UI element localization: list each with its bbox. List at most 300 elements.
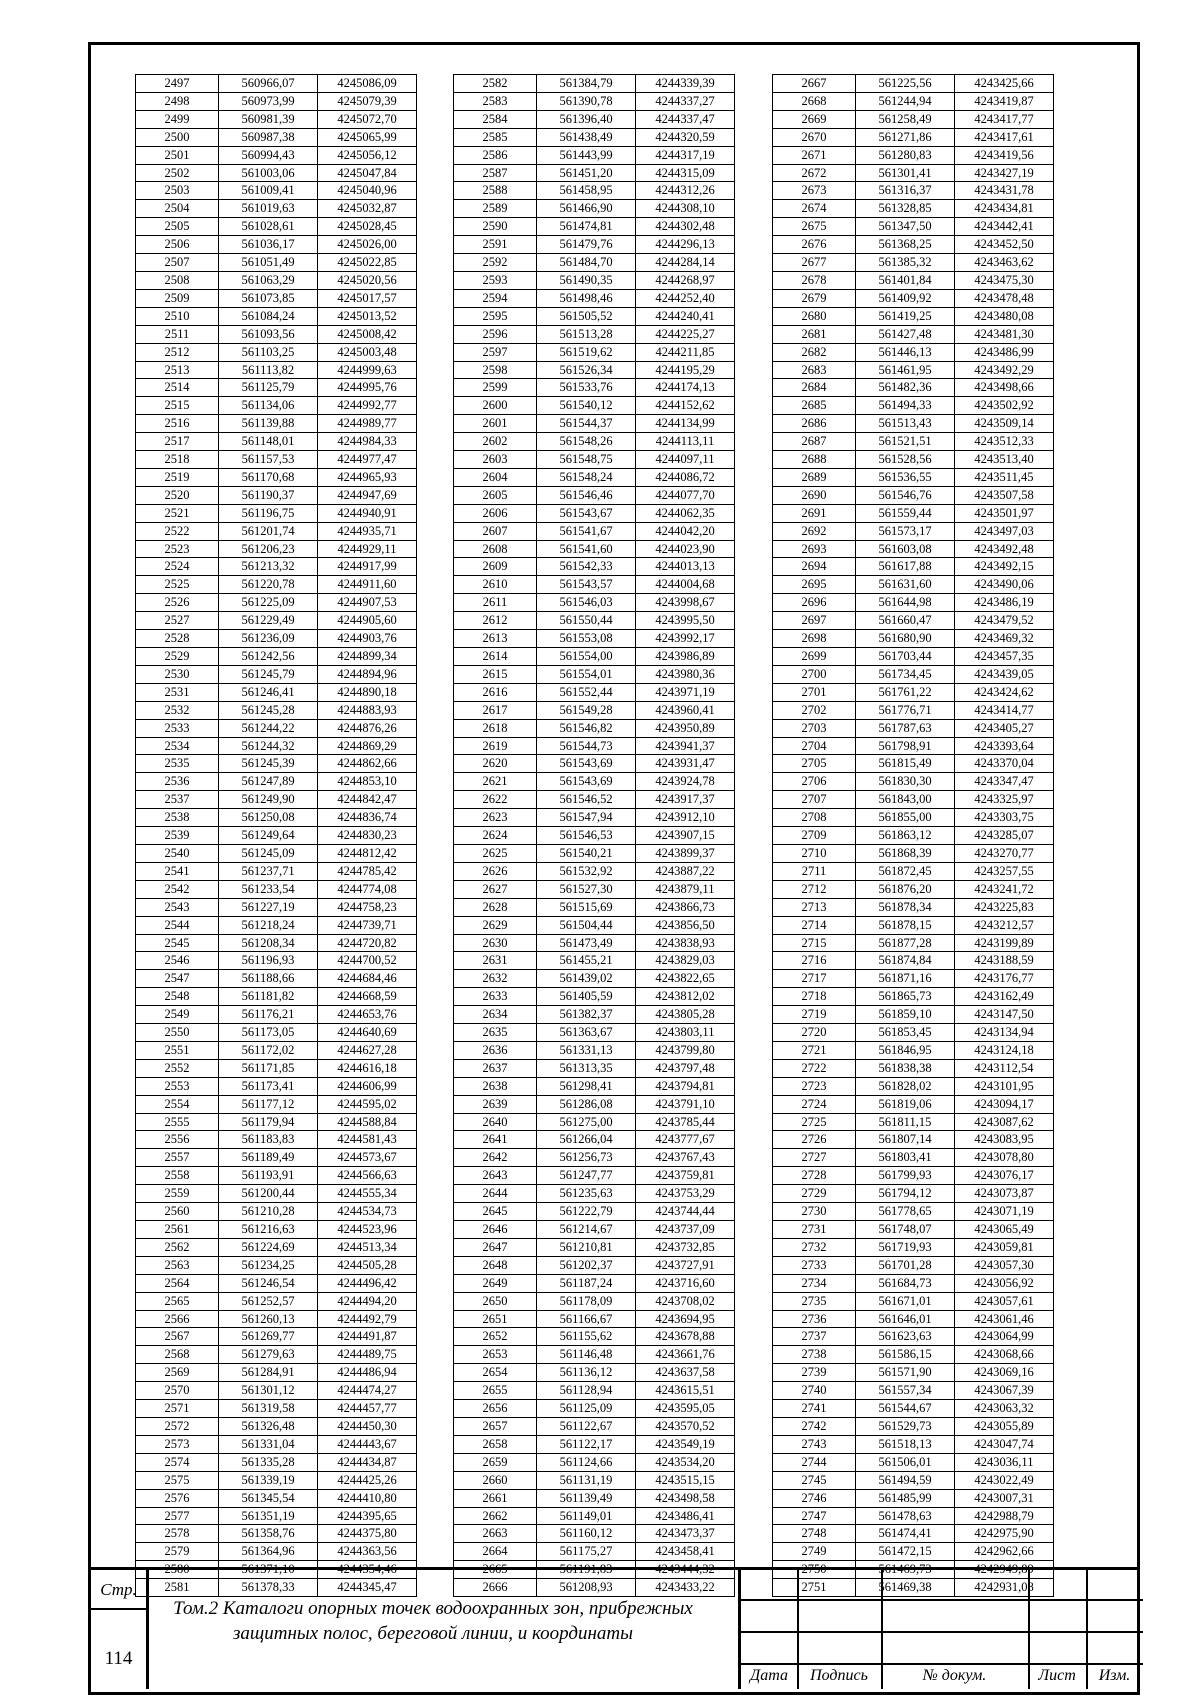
y-coordinate-cell: 4243753,29: [636, 1185, 735, 1203]
point-number-cell: 2552: [136, 1059, 219, 1077]
y-coordinate-cell: 4244995,76: [318, 379, 417, 397]
y-coordinate-cell: 4244890,18: [318, 683, 417, 701]
y-coordinate-cell: 4243803,11: [636, 1024, 735, 1042]
point-number-cell: 2551: [136, 1041, 219, 1059]
y-coordinate-cell: 4244345,47: [318, 1579, 417, 1597]
table-row: [136, 522, 417, 540]
table-row: [454, 1346, 735, 1364]
table-row: [454, 110, 735, 128]
table-row: [454, 1364, 735, 1382]
point-number-cell: 2647: [454, 1238, 537, 1256]
x-coordinate-cell: 561830,30: [856, 773, 955, 791]
x-coordinate-cell: 561131,19: [537, 1471, 636, 1489]
table-row: [136, 1203, 417, 1221]
x-coordinate-cell: 561799,93: [856, 1167, 955, 1185]
point-number-cell: 2657: [454, 1417, 537, 1435]
y-coordinate-cell: 4243549,19: [636, 1435, 735, 1453]
y-coordinate-cell: 4243767,43: [636, 1149, 735, 1167]
table-row: [454, 898, 735, 916]
table-row: [773, 1149, 1054, 1167]
y-coordinate-cell: 4244935,71: [318, 522, 417, 540]
y-coordinate-cell: 4243463,62: [955, 254, 1054, 272]
table-row: [454, 1185, 735, 1203]
y-coordinate-cell: 4243661,76: [636, 1346, 735, 1364]
point-number-cell: 2729: [773, 1185, 856, 1203]
y-coordinate-cell: 4243732,85: [636, 1238, 735, 1256]
table-row: [773, 952, 1054, 970]
point-number-cell: 2685: [773, 397, 856, 415]
x-coordinate-cell: 561761,22: [856, 683, 955, 701]
table-row: [773, 1024, 1054, 1042]
y-coordinate-cell: 4243492,29: [955, 361, 1054, 379]
y-coordinate-cell: 4244252,40: [636, 289, 735, 307]
point-number-cell: 2541: [136, 862, 219, 880]
y-coordinate-cell: 4243063,32: [955, 1400, 1054, 1418]
y-coordinate-cell: 4244965,93: [318, 468, 417, 486]
point-number-cell: 2699: [773, 648, 856, 666]
x-coordinate-cell: 561703,44: [856, 648, 955, 666]
point-number-cell: 2721: [773, 1041, 856, 1059]
y-coordinate-cell: 4243515,15: [636, 1471, 735, 1489]
point-number-cell: 2658: [454, 1435, 537, 1453]
x-coordinate-cell: 561210,81: [537, 1238, 636, 1256]
point-number-cell: 2631: [454, 952, 537, 970]
y-coordinate-cell: 4243744,44: [636, 1203, 735, 1221]
y-coordinate-cell: 4243980,36: [636, 665, 735, 683]
x-coordinate-cell: 561363,67: [537, 1024, 636, 1042]
point-number-cell: 2563: [136, 1256, 219, 1274]
y-coordinate-cell: 4243501,97: [955, 504, 1054, 522]
y-coordinate-cell: 4243434,81: [955, 200, 1054, 218]
point-number-cell: 2710: [773, 844, 856, 862]
x-coordinate-cell: 561382,37: [537, 1006, 636, 1024]
x-coordinate-cell: 561196,93: [219, 952, 318, 970]
x-coordinate-cell: 561548,24: [537, 468, 636, 486]
x-coordinate-cell: 561838,38: [856, 1059, 955, 1077]
y-coordinate-cell: 4245003,48: [318, 343, 417, 361]
table-row: [773, 934, 1054, 952]
point-number-cell: 2499: [136, 110, 219, 128]
x-coordinate-cell: 561546,03: [537, 594, 636, 612]
x-coordinate-cell: 561515,69: [537, 898, 636, 916]
y-coordinate-cell: 4243992,17: [636, 630, 735, 648]
x-coordinate-cell: 561227,19: [219, 898, 318, 916]
point-number-cell: 2511: [136, 325, 219, 343]
table-row: [773, 451, 1054, 469]
x-coordinate-cell: 561479,76: [537, 236, 636, 254]
table-row: [773, 164, 1054, 182]
y-coordinate-cell: 4243481,30: [955, 325, 1054, 343]
table-row: [773, 92, 1054, 110]
table-row: [454, 809, 735, 827]
y-coordinate-cell: 4243716,60: [636, 1274, 735, 1292]
y-coordinate-cell: 4243490,06: [955, 576, 1054, 594]
y-coordinate-cell: 4244627,28: [318, 1041, 417, 1059]
x-coordinate-cell: 561533,76: [537, 379, 636, 397]
point-number-cell: 2515: [136, 397, 219, 415]
x-coordinate-cell: 561319,58: [219, 1400, 318, 1418]
y-coordinate-cell: 4243393,64: [955, 737, 1054, 755]
table-row: [454, 451, 735, 469]
point-number-cell: 2547: [136, 970, 219, 988]
table-row: [454, 254, 735, 272]
x-coordinate-cell: 561863,12: [856, 827, 955, 845]
table-row: [136, 916, 417, 934]
x-coordinate-cell: 561877,28: [856, 934, 955, 952]
table-row: [454, 182, 735, 200]
x-coordinate-cell: 561224,69: [219, 1238, 318, 1256]
point-number-cell: 2498: [136, 92, 219, 110]
table-row: [454, 271, 735, 289]
x-coordinate-cell: 561218,24: [219, 916, 318, 934]
table-row: [136, 1041, 417, 1059]
point-number-cell: 2627: [454, 880, 537, 898]
table-row: [136, 92, 417, 110]
x-coordinate-cell: 561084,24: [219, 307, 318, 325]
page-number: 114: [104, 1648, 133, 1669]
coordinates-table-1: [135, 74, 417, 1597]
table-row: [454, 1203, 735, 1221]
y-coordinate-cell: 4244284,14: [636, 254, 735, 272]
y-coordinate-cell: 4244339,39: [636, 75, 735, 93]
point-number-cell: 2642: [454, 1149, 537, 1167]
x-coordinate-cell: 561868,39: [856, 844, 955, 862]
y-coordinate-cell: 4243486,19: [955, 594, 1054, 612]
point-number-cell: 2707: [773, 791, 856, 809]
y-coordinate-cell: 4244720,82: [318, 934, 417, 952]
point-number-cell: 2635: [454, 1024, 537, 1042]
y-coordinate-cell: 4243425,66: [955, 75, 1054, 93]
y-coordinate-cell: 4243708,02: [636, 1292, 735, 1310]
y-coordinate-cell: 4244296,13: [636, 236, 735, 254]
x-coordinate-cell: 561280,83: [856, 146, 955, 164]
point-number-cell: 2648: [454, 1256, 537, 1274]
point-number-cell: 2572: [136, 1417, 219, 1435]
point-number-cell: 2668: [773, 92, 856, 110]
table-row: [773, 880, 1054, 898]
y-coordinate-cell: 4244869,29: [318, 737, 417, 755]
y-coordinate-cell: 4243497,03: [955, 522, 1054, 540]
table-row: [773, 110, 1054, 128]
x-coordinate-cell: 561136,12: [537, 1364, 636, 1382]
point-number-cell: 2725: [773, 1113, 856, 1131]
point-number-cell: 2695: [773, 576, 856, 594]
y-coordinate-cell: 4243225,83: [955, 898, 1054, 916]
point-number-cell: 2532: [136, 701, 219, 719]
point-number-cell: 2603: [454, 451, 537, 469]
point-number-cell: 2653: [454, 1346, 537, 1364]
x-coordinate-cell: 561271,86: [856, 128, 955, 146]
table-row: [773, 397, 1054, 415]
document-title: Том.2 Каталоги опорных точек водоохранных зон, прибрежных защитных полос, береговой линии, и координаты: [173, 1598, 693, 1644]
point-number-cell: 2736: [773, 1310, 856, 1328]
y-coordinate-cell: 4243887,22: [636, 862, 735, 880]
x-coordinate-cell: 561160,12: [537, 1525, 636, 1543]
table-row: [773, 594, 1054, 612]
y-coordinate-cell: 4244911,60: [318, 576, 417, 594]
table-row: [136, 307, 417, 325]
table-row: [773, 862, 1054, 880]
y-coordinate-cell: 4244903,76: [318, 630, 417, 648]
y-coordinate-cell: 4243950,89: [636, 719, 735, 737]
table-row: [773, 1095, 1054, 1113]
point-number-cell: 2527: [136, 612, 219, 630]
x-coordinate-cell: 561233,54: [219, 880, 318, 898]
table-row: [454, 970, 735, 988]
x-coordinate-cell: 561559,44: [856, 504, 955, 522]
y-coordinate-cell: 4244588,84: [318, 1113, 417, 1131]
revision-column-sheet: Лист: [1038, 1667, 1076, 1684]
y-coordinate-cell: 4243071,19: [955, 1203, 1054, 1221]
point-number-cell: 2742: [773, 1417, 856, 1435]
point-number-cell: 2681: [773, 325, 856, 343]
table-row: [454, 343, 735, 361]
y-coordinate-cell: 4244375,80: [318, 1525, 417, 1543]
x-coordinate-cell: 561485,99: [856, 1489, 955, 1507]
table-row: [454, 289, 735, 307]
x-coordinate-cell: 561200,44: [219, 1185, 318, 1203]
x-coordinate-cell: 561371,10: [219, 1561, 318, 1579]
point-number-cell: 2581: [136, 1579, 219, 1597]
y-coordinate-cell: 4243067,39: [955, 1382, 1054, 1400]
point-number-cell: 2573: [136, 1435, 219, 1453]
y-coordinate-cell: 4243595,05: [636, 1400, 735, 1418]
x-coordinate-cell: 561351,19: [219, 1507, 318, 1525]
x-coordinate-cell: 561245,28: [219, 701, 318, 719]
y-coordinate-cell: 4243212,57: [955, 916, 1054, 934]
y-coordinate-cell: 4243637,58: [636, 1364, 735, 1382]
y-coordinate-cell: 4243469,32: [955, 630, 1054, 648]
table-row: [136, 1095, 417, 1113]
point-number-cell: 2599: [454, 379, 537, 397]
x-coordinate-cell: 561316,37: [856, 182, 955, 200]
x-coordinate-cell: 561527,30: [537, 880, 636, 898]
table-row: [136, 343, 417, 361]
x-coordinate-cell: 561328,85: [856, 200, 955, 218]
x-coordinate-cell: 561451,20: [537, 164, 636, 182]
point-number-cell: 2597: [454, 343, 537, 361]
table-row: [454, 719, 735, 737]
y-coordinate-cell: 4243971,19: [636, 683, 735, 701]
x-coordinate-cell: 561798,91: [856, 737, 955, 755]
y-coordinate-cell: 4243134,94: [955, 1024, 1054, 1042]
table-row: [454, 415, 735, 433]
point-number-cell: 2612: [454, 612, 537, 630]
table-row: [136, 1507, 417, 1525]
x-coordinate-cell: 561335,28: [219, 1453, 318, 1471]
table-row: [454, 200, 735, 218]
y-coordinate-cell: 4245040,96: [318, 182, 417, 200]
table-row: [136, 1417, 417, 1435]
point-number-cell: 2723: [773, 1077, 856, 1095]
x-coordinate-cell: 561246,41: [219, 683, 318, 701]
x-coordinate-cell: 561529,73: [856, 1417, 955, 1435]
x-coordinate-cell: 561124,66: [537, 1453, 636, 1471]
x-coordinate-cell: 561548,75: [537, 451, 636, 469]
y-coordinate-cell: 4244320,59: [636, 128, 735, 146]
y-coordinate-cell: 4244474,27: [318, 1382, 417, 1400]
table-row: [136, 1131, 417, 1149]
table-row: [454, 468, 735, 486]
point-number-cell: 2623: [454, 809, 537, 827]
x-coordinate-cell: 561553,08: [537, 630, 636, 648]
y-coordinate-cell: 4244013,13: [636, 558, 735, 576]
x-coordinate-cell: 561252,57: [219, 1292, 318, 1310]
point-number-cell: 2664: [454, 1543, 537, 1561]
point-number-cell: 2675: [773, 218, 856, 236]
x-coordinate-cell: 561275,00: [537, 1113, 636, 1131]
point-number-cell: 2679: [773, 289, 856, 307]
x-coordinate-cell: 561235,63: [537, 1185, 636, 1203]
point-number-cell: 2684: [773, 379, 856, 397]
y-coordinate-cell: 4243427,19: [955, 164, 1054, 182]
x-coordinate-cell: 561245,09: [219, 844, 318, 862]
point-number-cell: 2578: [136, 1525, 219, 1543]
point-number-cell: 2590: [454, 218, 537, 236]
table-row: [773, 271, 1054, 289]
table-row: [454, 612, 735, 630]
y-coordinate-cell: 4243241,72: [955, 880, 1054, 898]
point-number-cell: 2604: [454, 468, 537, 486]
y-coordinate-cell: 4244268,97: [636, 271, 735, 289]
x-coordinate-cell: 561236,09: [219, 630, 318, 648]
point-number-cell: 2587: [454, 164, 537, 182]
point-number-cell: 2718: [773, 988, 856, 1006]
table-row: [136, 75, 417, 93]
point-number-cell: 2576: [136, 1489, 219, 1507]
x-coordinate-cell: 561247,77: [537, 1167, 636, 1185]
point-number-cell: 2540: [136, 844, 219, 862]
x-coordinate-cell: 561409,92: [856, 289, 955, 307]
y-coordinate-cell: 4243986,89: [636, 648, 735, 666]
point-number-cell: 2559: [136, 1185, 219, 1203]
table-row: [773, 1382, 1054, 1400]
point-number-cell: 2646: [454, 1221, 537, 1239]
table-row: [136, 630, 417, 648]
x-coordinate-cell: 561331,04: [219, 1435, 318, 1453]
table-row: [454, 236, 735, 254]
x-coordinate-cell: 561176,21: [219, 1006, 318, 1024]
point-number-cell: 2674: [773, 200, 856, 218]
point-number-cell: 2522: [136, 522, 219, 540]
y-coordinate-cell: 4245079,39: [318, 92, 417, 110]
point-number-cell: 2550: [136, 1024, 219, 1042]
table-row: [773, 415, 1054, 433]
y-coordinate-cell: 4243960,41: [636, 701, 735, 719]
y-coordinate-cell: 4244700,52: [318, 952, 417, 970]
x-coordinate-cell: 561155,62: [537, 1328, 636, 1346]
point-number-cell: 2678: [773, 271, 856, 289]
table-row: [773, 1006, 1054, 1024]
table-row: [773, 289, 1054, 307]
x-coordinate-cell: 561498,46: [537, 289, 636, 307]
point-number-cell: 2662: [454, 1507, 537, 1525]
table-row: [136, 1435, 417, 1453]
x-coordinate-cell: 561439,02: [537, 970, 636, 988]
x-coordinate-cell: 561128,94: [537, 1382, 636, 1400]
y-coordinate-cell: 4244225,27: [636, 325, 735, 343]
table-row: [773, 1543, 1054, 1561]
x-coordinate-cell: 561815,49: [856, 755, 955, 773]
table-row: [136, 809, 417, 827]
y-coordinate-cell: 4243431,78: [955, 182, 1054, 200]
point-number-cell: 2709: [773, 827, 856, 845]
y-coordinate-cell: 4244999,63: [318, 361, 417, 379]
table-row: [773, 1417, 1054, 1435]
x-coordinate-cell: 561843,00: [856, 791, 955, 809]
table-row: [773, 755, 1054, 773]
point-number-cell: 2585: [454, 128, 537, 146]
point-number-cell: 2560: [136, 1203, 219, 1221]
table-row: [136, 1310, 417, 1328]
y-coordinate-cell: 4242931,08: [955, 1579, 1054, 1597]
table-row: [136, 576, 417, 594]
x-coordinate-cell: 561172,02: [219, 1041, 318, 1059]
y-coordinate-cell: 4244042,20: [636, 522, 735, 540]
y-coordinate-cell: 4243941,37: [636, 737, 735, 755]
table-row: [773, 970, 1054, 988]
x-coordinate-cell: 561603,08: [856, 540, 955, 558]
x-coordinate-cell: 561794,12: [856, 1185, 955, 1203]
x-coordinate-cell: 561484,70: [537, 254, 636, 272]
x-coordinate-cell: 561443,99: [537, 146, 636, 164]
y-coordinate-cell: 4243492,48: [955, 540, 1054, 558]
x-coordinate-cell: 561532,92: [537, 862, 636, 880]
x-coordinate-cell: 561190,37: [219, 486, 318, 504]
table-row: [773, 468, 1054, 486]
y-coordinate-cell: 4244425,26: [318, 1471, 417, 1489]
point-number-cell: 2596: [454, 325, 537, 343]
point-number-cell: 2512: [136, 343, 219, 361]
point-number-cell: 2608: [454, 540, 537, 558]
y-coordinate-cell: 4243694,95: [636, 1310, 735, 1328]
table-row: [773, 1041, 1054, 1059]
y-coordinate-cell: 4244830,23: [318, 827, 417, 845]
x-coordinate-cell: 561345,54: [219, 1489, 318, 1507]
table-row: [136, 862, 417, 880]
y-coordinate-cell: 4243419,56: [955, 146, 1054, 164]
table-row: [454, 683, 735, 701]
point-number-cell: 2566: [136, 1310, 219, 1328]
table-row: [454, 737, 735, 755]
y-coordinate-cell: 4243303,75: [955, 809, 1054, 827]
x-coordinate-cell: 561546,53: [537, 827, 636, 845]
point-number-cell: 2545: [136, 934, 219, 952]
x-coordinate-cell: 561093,56: [219, 325, 318, 343]
table-row: [454, 433, 735, 451]
point-number-cell: 2730: [773, 1203, 856, 1221]
point-number-cell: 2561: [136, 1221, 219, 1239]
point-number-cell: 2553: [136, 1077, 219, 1095]
x-coordinate-cell: 561680,90: [856, 630, 955, 648]
table-row: [773, 665, 1054, 683]
x-coordinate-cell: 561028,61: [219, 218, 318, 236]
y-coordinate-cell: 4244836,74: [318, 809, 417, 827]
y-coordinate-cell: 4244489,75: [318, 1346, 417, 1364]
x-coordinate-cell: 561210,28: [219, 1203, 318, 1221]
point-number-cell: 2666: [454, 1579, 537, 1597]
table-row: [773, 809, 1054, 827]
y-coordinate-cell: 4244905,60: [318, 612, 417, 630]
x-coordinate-cell: 561298,41: [537, 1077, 636, 1095]
x-coordinate-cell: 561776,71: [856, 701, 955, 719]
y-coordinate-cell: 4243457,35: [955, 648, 1054, 666]
x-coordinate-cell: 561473,49: [537, 934, 636, 952]
table-row: [454, 988, 735, 1006]
x-coordinate-cell: 561188,66: [219, 970, 318, 988]
x-coordinate-cell: 561631,60: [856, 576, 955, 594]
x-coordinate-cell: 561139,88: [219, 415, 318, 433]
